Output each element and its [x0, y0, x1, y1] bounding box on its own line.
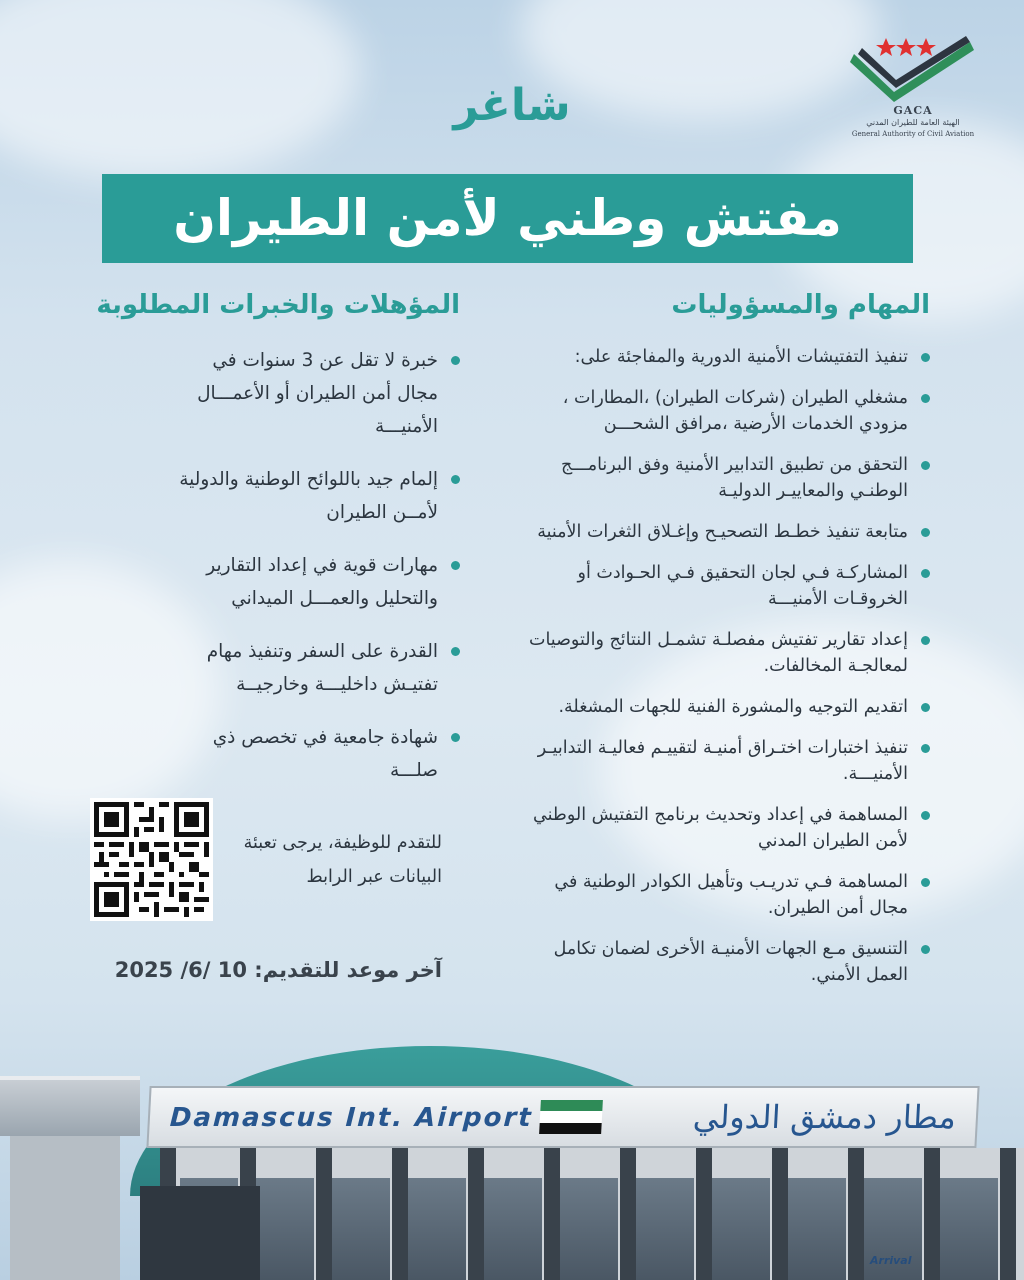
- list-item-text: مهارات قوية في إعداد التقارير والتحليل والعمـــل الميداني: [206, 555, 438, 609]
- airport-name-english: Damascus Int. Airport: [169, 1103, 534, 1133]
- bullet-icon: [921, 945, 930, 954]
- pillar: [392, 1148, 408, 1280]
- list-item: [170, 721, 460, 787]
- list-item-text: المشاركـة فـي لجان التحقيق فـي الحـوادث أو الخروقـات الأمنيـــة: [577, 563, 908, 609]
- bullet-icon: [921, 811, 930, 820]
- responsibilities-section: [515, 290, 930, 1003]
- flag-stripe: [540, 1111, 603, 1122]
- pillar: [848, 1148, 864, 1280]
- airport-sign: [146, 1086, 979, 1148]
- pillar: [1000, 1148, 1016, 1280]
- syria-flag-icon: [539, 1100, 603, 1134]
- qr-code-icon: [94, 802, 209, 917]
- list-item-text: تنفيذ التفتيشات الأمنية الدورية والمفاجئة على:: [574, 347, 908, 367]
- list-item-text: متابعة تنفيذ خطـط التصحيـح وإغـلاق الثغرات الأمنية: [537, 522, 908, 542]
- window: [332, 1178, 390, 1280]
- window: [560, 1178, 618, 1280]
- bullet-icon: [451, 561, 460, 570]
- list-item: [515, 936, 930, 988]
- logo-name-english: General Authority of Civil Aviation: [851, 130, 975, 138]
- window: [408, 1178, 466, 1280]
- list-item: [515, 452, 930, 504]
- list-item-text: اتقديم التوجيه والمشورة الفنية للجهات المشغلة.: [558, 697, 908, 717]
- qr-code[interactable]: [90, 798, 213, 921]
- flag-stripe: [539, 1123, 602, 1134]
- list-item: [515, 344, 930, 370]
- bullet-icon: [921, 569, 930, 578]
- list-item-text: التنسيق مـع الجهات الأمنيـة الأخرى لضمان تكامل العمل الأمني.: [553, 939, 908, 985]
- list-item: [170, 463, 460, 529]
- list-item-text: إعداد تقارير تفتيش مفصلـة تشمـل النتائج والتوصيات لمعالجـة المخالفات.: [528, 630, 908, 676]
- qualifications-list: [60, 344, 460, 787]
- bullet-icon: [921, 703, 930, 712]
- qualifications-heading: المؤهلات والخبرات المطلوبة: [96, 290, 460, 320]
- flag-stripe: [540, 1100, 603, 1111]
- airport-photo: [0, 1036, 1024, 1280]
- list-item-text: المساهمة فـي تدريـب وتأهيل الكوادر الوطنية في مجال أمن الطيران.: [554, 872, 908, 918]
- window: [636, 1178, 694, 1280]
- responsibilities-list: [515, 344, 930, 988]
- list-item: [515, 869, 930, 921]
- bullet-icon: [451, 475, 460, 484]
- tower-cab: [0, 1076, 140, 1136]
- tower-base: [10, 1136, 120, 1280]
- bullet-icon: [921, 744, 930, 753]
- list-item-text: القدرة على السفر وتنفيذ مهام تفتيـش داخليـــة وخارجيــة: [206, 641, 438, 695]
- window: [940, 1178, 998, 1280]
- control-tower: [0, 1076, 140, 1280]
- job-title-banner: [102, 174, 913, 263]
- bullet-icon: [921, 636, 930, 645]
- list-item: [515, 560, 930, 612]
- list-item: [170, 635, 460, 701]
- bullet-icon: [921, 353, 930, 362]
- window: [484, 1178, 542, 1280]
- pillar: [468, 1148, 484, 1280]
- responsibilities-heading: المهام والمسؤوليات: [671, 290, 930, 320]
- pillar: [772, 1148, 788, 1280]
- list-item: [515, 385, 930, 437]
- list-item-text: خبرة لا تقل عن 3 سنوات في مجال أمن الطيران أو الأعمـــال الأمنيـــة: [197, 350, 438, 437]
- pillar: [924, 1148, 940, 1280]
- bullet-icon: [451, 356, 460, 365]
- pillar: [316, 1148, 332, 1280]
- vacancy-title: شاغر: [453, 80, 571, 131]
- window: [788, 1178, 846, 1280]
- bullet-icon: [921, 394, 930, 403]
- bullet-icon: [921, 461, 930, 470]
- bullet-icon: [921, 878, 930, 887]
- list-item: [515, 694, 930, 720]
- list-item: [515, 627, 930, 679]
- list-item-text: المساهمة في إعداد وتحديث برنامج التفتيش الوطني لأمن الطيران المدني: [533, 805, 908, 851]
- job-title: مفتش وطني لأمن الطيران: [173, 189, 842, 247]
- list-item: [515, 735, 930, 787]
- list-item-text: تنفيذ اختبارات اختـراق أمنيـة لتقييـم فعاليـة التدابيـر الأمنيـــة.: [537, 738, 908, 784]
- pillar: [620, 1148, 636, 1280]
- window: [712, 1178, 770, 1280]
- side-building: [140, 1186, 260, 1280]
- list-item: [170, 549, 460, 615]
- list-item-text: إلمام جيد باللوائح الوطنية والدولية لأمــن الطيران: [179, 469, 438, 523]
- airport-name-arabic: مطار دمشق الدولي: [692, 1098, 957, 1136]
- bullet-icon: [451, 733, 460, 742]
- list-item-text: شهادة جامعية في تخصص ذي صلـــة: [212, 727, 438, 781]
- bullet-icon: [451, 647, 460, 656]
- arrival-sign: Arrival: [870, 1254, 912, 1267]
- window: [256, 1178, 314, 1280]
- application-deadline: آخر موعد للتقديم: 10 /6/ 2025: [114, 958, 442, 982]
- apply-instructions: للتقدم للوظيفة، يرجى تعبئة البيانات عبر الرابط: [243, 833, 442, 887]
- pillar: [696, 1148, 712, 1280]
- logo-name: GACA: [893, 104, 933, 117]
- list-item: [515, 802, 930, 854]
- list-item-text: التحقق من تطبيق التدابير الأمنية وفق البرنامـــج الوطنـي والمعاييـر الدوليـة: [561, 455, 908, 501]
- qualifications-section: [60, 290, 460, 807]
- list-item: [170, 344, 460, 443]
- logo-name-arabic: الهيئة العامة للطيران المدني: [866, 118, 960, 127]
- pillar: [544, 1148, 560, 1280]
- list-item: [515, 519, 930, 545]
- list-item-text: مشغلي الطيران (شركات الطيران) ،المطارات ، مزودي الخدمات الأرضية ،مرافق الشحـــن: [562, 388, 908, 434]
- bullet-icon: [921, 528, 930, 537]
